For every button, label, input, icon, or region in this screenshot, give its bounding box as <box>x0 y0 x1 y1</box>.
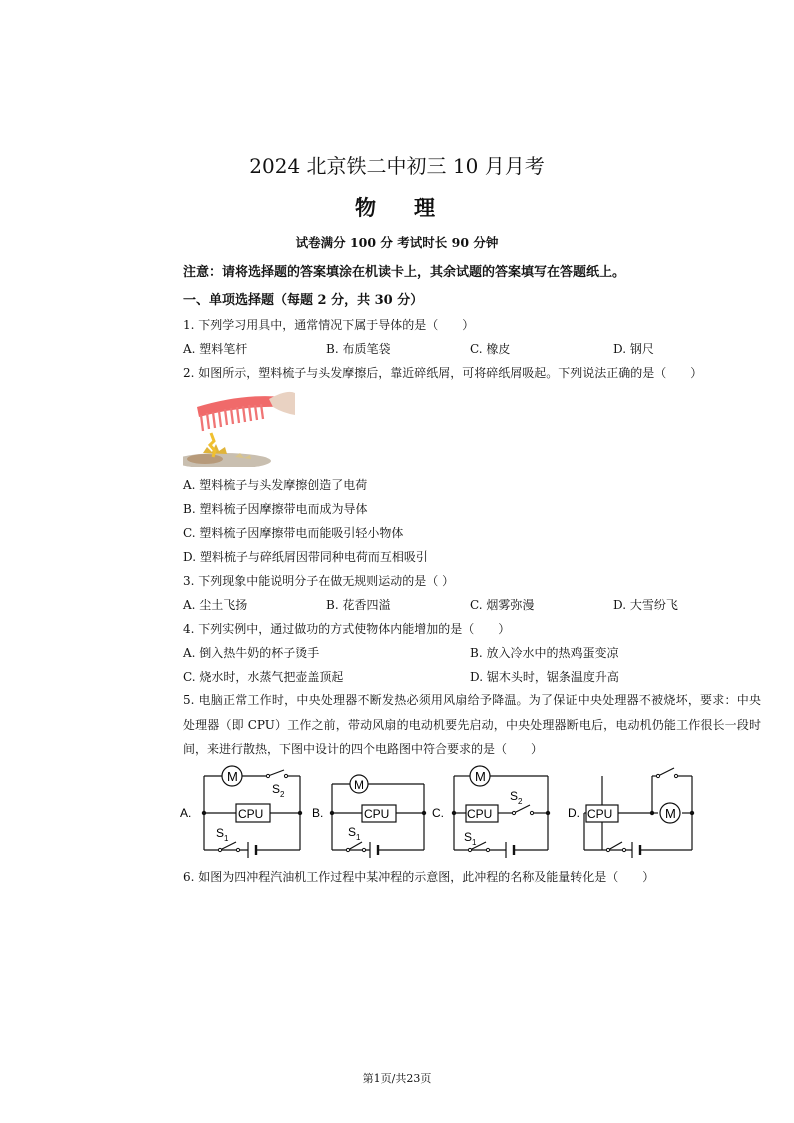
circuit-c-s1-sub: 1 <box>472 838 477 847</box>
question-1-option-a: A. 塑料笔杆 <box>183 342 248 356</box>
exam-title: 2024 北京铁二中初三 10 月月考 <box>249 154 545 178</box>
circuit-b-s1-sub: 1 <box>356 833 361 842</box>
question-1-option-c: C. 橡皮 <box>470 342 511 356</box>
circuit-b-label: B. <box>312 806 324 820</box>
question-3-option-a: A. 尘土飞扬 <box>183 598 248 612</box>
subject-char-1: 物 <box>355 195 380 220</box>
page-footer: 第1页/共23页 <box>362 1072 432 1085</box>
subject-char-2: 理 <box>414 195 439 220</box>
circuit-a-s1-sub: 1 <box>224 834 229 843</box>
question-3-option-c: C. 烟雾弥漫 <box>470 598 535 612</box>
question-4-stem: 4. 下列实例中，通过做功的方式使物体内能增加的是（ ） <box>183 622 511 636</box>
question-2-option-c: C. 塑料梳子因摩擦带电而能吸引轻小物体 <box>183 526 404 540</box>
circuit-d-cpu-label: CPU <box>587 807 613 821</box>
circuit-c-s1-label: S <box>464 830 473 844</box>
circuit-c-motor-label: M <box>475 769 486 784</box>
question-1-stem: 1. 下列学习用具中，通常情况下属于导体的是（ ） <box>183 318 475 332</box>
section-heading: 一、单项选择题（每题 2 分，共 30 分） <box>183 293 424 308</box>
circuit-b-cpu-label: CPU <box>364 807 390 821</box>
exam-notice: 注意：请将选择题的答案填涂在机读卡上，其余试题的答案填写在答题纸上。 <box>183 265 626 280</box>
exam-meta: 试卷满分 100 分 考试时长 90 分钟 <box>295 235 499 250</box>
question-1-option-d: D. 钢尺 <box>613 342 654 356</box>
circuit-c-cpu-label: CPU <box>467 807 493 821</box>
question-3-option-b: B. 花香四溢 <box>326 598 391 612</box>
circuit-d-label: D. <box>568 806 580 820</box>
circuit-a-s2-label: S <box>272 782 281 796</box>
question-6-stem: 6. 如图为四冲程汽油机工作过程中某冲程的示意图，此冲程的名称及能量转化是（ ） <box>183 870 655 884</box>
question-4-option-d: D. 锯木头时，锯条温度升高 <box>470 670 619 684</box>
comb-photo <box>183 387 295 467</box>
circuit-a-motor-label: M <box>227 769 238 784</box>
circuit-c-label: C. <box>432 806 444 820</box>
circuit-c-s2-sub: 2 <box>518 797 523 806</box>
circuit-b-s1-label: S <box>348 825 357 839</box>
circuit-d-motor-label: M <box>665 806 676 821</box>
circuit-a-label: A. <box>180 806 192 820</box>
circuit-diagrams <box>180 762 700 862</box>
subject-title <box>0 192 794 222</box>
circuit-a-s1-label: S <box>216 826 225 840</box>
circuit-b-motor-label: M <box>354 778 364 792</box>
circuit-c-s2-label: S <box>510 789 519 803</box>
question-3-option-d: D. 大雪纷飞 <box>613 598 678 612</box>
question-1-option-b: B. 布质笔袋 <box>326 342 391 356</box>
question-3-stem: 3. 下列现象中能说明分子在做无规则运动的是（ ） <box>183 574 455 588</box>
question-4-option-a: A. 倒入热牛奶的杯子烫手 <box>183 646 320 660</box>
question-2-option-b: B. 塑料梳子因摩擦带电而成为导体 <box>183 502 368 516</box>
question-4-option-c: C. 烧水时，水蒸气把壶盖顶起 <box>183 670 344 684</box>
question-2-stem: 2. 如图所示，塑料梳子与头发摩擦后，靠近碎纸屑，可将碎纸屑吸起。下列说法正确的是（ ） <box>183 366 703 380</box>
question-4-option-b: B. 放入冷水中的热鸡蛋变凉 <box>470 646 619 660</box>
question-2-option-d: D. 塑料梳子与碎纸屑因带同种电荷而互相吸引 <box>183 550 428 564</box>
question-2-option-a: A. 塑料梳子与头发摩擦创造了电荷 <box>183 478 368 492</box>
question-5-stem: 5. 电脑正常工作时，中央处理器不断发热必须用风扇给予降温。为了保证中央处理器不被烧坏，要求：中央处理器（即 CPU）工作之前，带动风扇的电动机要先启动，中央处理器断电后，电动机仍能工作很长一段时间，来进行散热，下图中设计的四个电路图中符合要求的是（ ） <box>183 693 761 756</box>
circuit-a-cpu-label: CPU <box>238 807 264 821</box>
circuit-a-s2-sub: 2 <box>280 790 285 799</box>
